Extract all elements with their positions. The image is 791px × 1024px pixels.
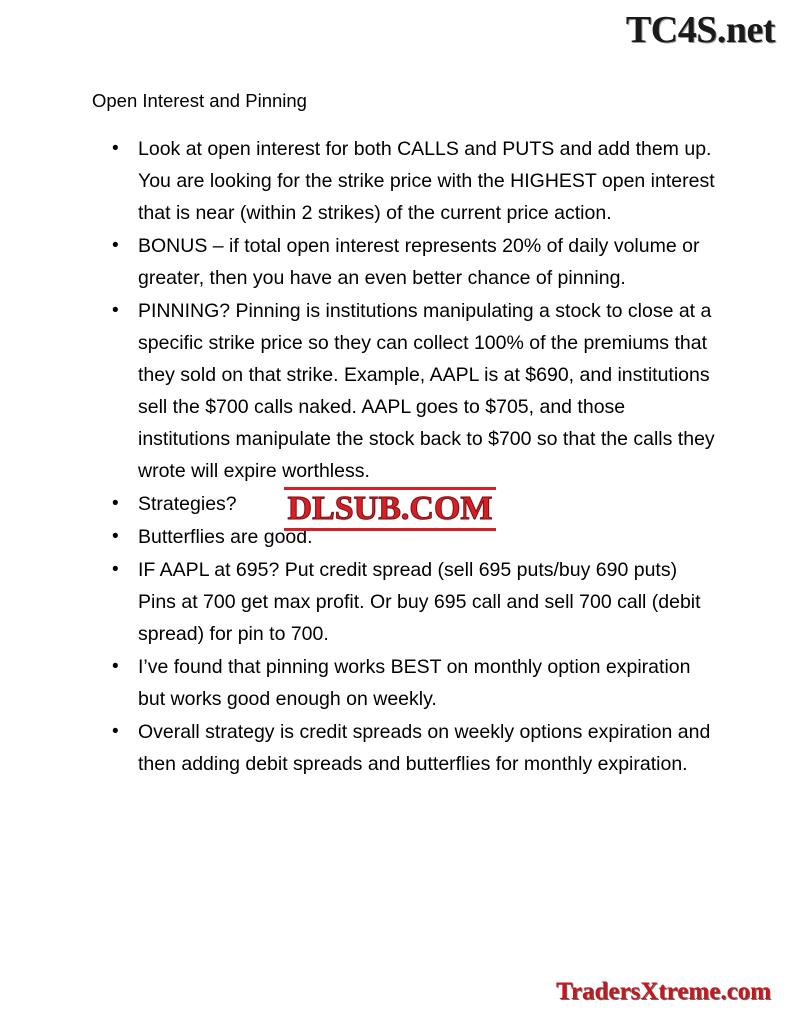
list-item: • PINNING? Pinning is institutions manipulating a stock to close at a specific strike price so they can collect 100% of the premiums that they sold on that strike. Example, AAPL is at $690, and institutions sell the $700 calls naked. AAPL goes to $705, and those institutions manipulate the stock back to $700 so that the calls they wrote will expire worthless. — [138, 295, 717, 487]
list-item: • I’ve found that pinning works BEST on monthly option expiration but works good enough on weekly. — [138, 651, 717, 715]
list-item: • Look at open interest for both CALLS and PUTS and add them up. You are looking for the strike price with the HIGHEST open interest that is near (within 2 strikes) of the current price action. — [138, 133, 717, 229]
list-item: • Strategies? — [138, 488, 717, 520]
document-content — [92, 88, 717, 781]
list-item: • Butterflies are good. — [138, 521, 717, 553]
list-item: • BONUS – if total open interest represents 20% of daily volume or greater, then you have an even better chance of pinning. — [138, 230, 717, 294]
list-item: • IF AAPL at 695? Put credit spread (sell 695 puts/buy 690 puts) Pins at 700 get max profit. Or buy 695 call and sell 700 call (debit spread) for pin to 700. — [138, 554, 717, 650]
list-item: • Overall strategy is credit spreads on weekly options expiration and then adding debit spreads and butterflies for monthly expiration. — [138, 716, 717, 780]
page-title: Open Interest and Pinning — [92, 90, 307, 111]
header-watermark-tc4s: TC4S.net — [625, 9, 775, 51]
footer-watermark-tradersxtreme: TradersXtreme.com — [556, 978, 771, 1005]
center-watermark-label: DLSUB.COM — [284, 487, 497, 531]
bullet-list — [92, 133, 717, 780]
